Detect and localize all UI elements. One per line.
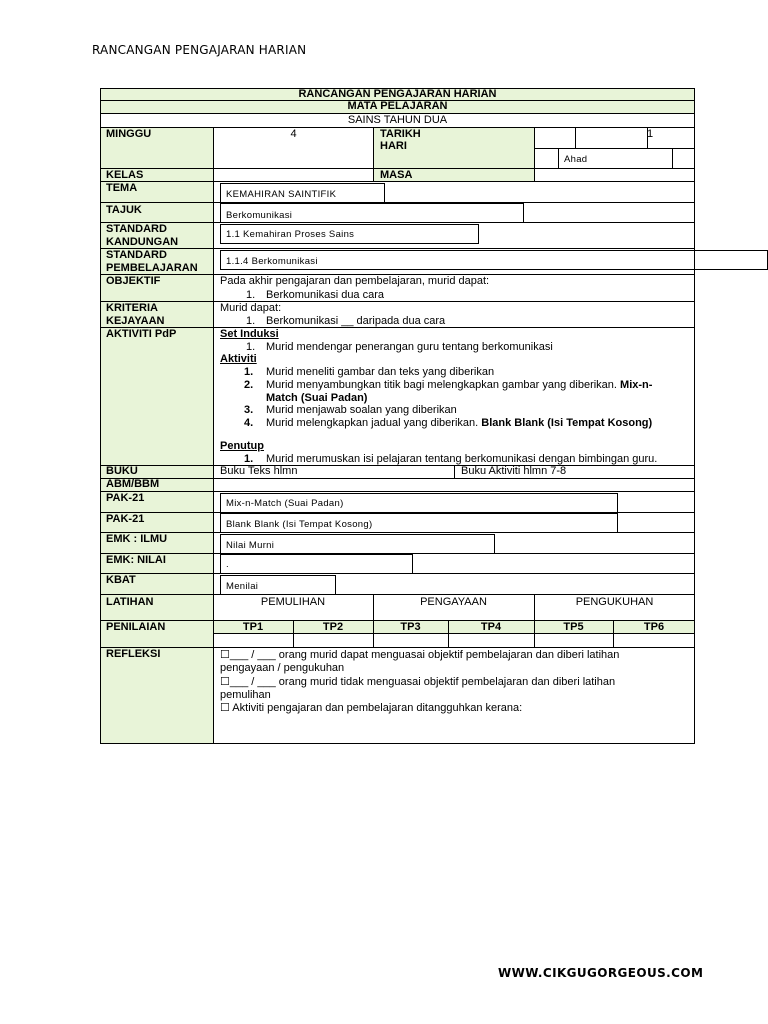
emk-nilai-label: EMK: NILAI (106, 554, 166, 566)
sk-label-2: KANDUNGAN (106, 236, 179, 248)
aktiviti-item-2 (266, 379, 652, 392)
aktiviti-item-3: Murid menjawab soalan yang diberikan (266, 404, 457, 416)
sp-label-2: PEMBELAJARAN (106, 262, 198, 274)
tarikh-value[interactable]: 1 (647, 128, 654, 140)
set-induksi-num: 1. (246, 341, 256, 353)
objektif-intro: Pada akhir pengajaran dan pembelajaran, murid dapat: (220, 275, 490, 287)
sk-label-1: STANDARD (106, 223, 167, 235)
minggu-value[interactable]: 4 (290, 128, 297, 140)
tarikh-cell-b[interactable] (575, 127, 648, 149)
pak21-label-2: PAK-21 (106, 513, 145, 525)
tarikh-label: TARIKH (380, 128, 421, 140)
pak21-label-1: PAK-21 (106, 492, 145, 504)
tajuk-label: TAJUK (106, 204, 142, 216)
header-title: RANCANGAN PENGAJARAN HARIAN (298, 88, 497, 100)
kk-label-1: KRITERIA (106, 302, 158, 314)
page-title: RANCANGAN PENGAJARAN HARIAN (92, 43, 307, 57)
emk-nilai-field[interactable] (220, 554, 413, 574)
buku-aktiviti[interactable]: Buku Aktiviti hlmn 7-8 (461, 465, 567, 477)
kriteria-intro: Murid dapat: (220, 302, 282, 314)
penutup-num: 1. (244, 453, 254, 465)
kk-label-2: KEJAYAAN (106, 315, 165, 327)
set-induksi-heading: Set Induksi (220, 328, 279, 340)
latihan-pemulihan[interactable]: PEMULIHAN (260, 596, 326, 608)
refleksi-line-3[interactable]: ☐ Aktiviti pengajaran dan pembelajaran ditangguhkan kerana: (220, 702, 523, 714)
tajuk-value[interactable]: Berkomunikasi (226, 210, 293, 221)
aktiviti-label: AKTIVITI PdP (106, 328, 177, 340)
abm-label: ABM/BBM (106, 478, 160, 490)
penilaian-tp6[interactable]: TP6 (643, 621, 665, 633)
masa-label: MASA (380, 169, 413, 181)
kelas-label: KELAS (106, 169, 144, 181)
penilaian-tp1[interactable]: TP1 (242, 621, 264, 633)
emk-ilmu-value[interactable]: Nilai Murni (226, 540, 275, 551)
pak21-value-2[interactable]: Blank Blank (Isi Tempat Kosong) (226, 519, 373, 530)
tarikh-cell-a[interactable] (534, 127, 576, 149)
aktiviti-item-3-num: 3. (244, 404, 254, 416)
hari-label: HARI (380, 140, 407, 152)
refleksi-line-1[interactable]: ☐___ / ___ orang murid dapat menguasai objektif pembelajaran dan diberi latihan (220, 649, 620, 661)
kbat-label: KBAT (106, 574, 136, 586)
kriteria-num: 1. (246, 315, 256, 327)
penutup-item: Murid merumuskan isi pelajaran tentang berkomunikasi dengan bimbingan guru. (266, 453, 658, 465)
refleksi-line-2[interactable]: ☐___ / ___ orang murid tidak menguasai objektif pembelajaran dan diberi latihan (220, 676, 616, 688)
aktiviti-item-2-num: 2. (244, 379, 254, 391)
tema-value[interactable]: KEMAHIRAN SAINTIFIK (226, 189, 337, 200)
objektif-label: OBJEKTIF (106, 275, 161, 287)
set-induksi-item: Murid mendengar penerangan guru tentang berkomunikasi (266, 341, 553, 353)
sp-label-1: STANDARD (106, 249, 167, 261)
standard-pembelajaran-value[interactable]: 1.1.4 Berkomunikasi (226, 256, 318, 267)
objektif-num: 1. (246, 289, 256, 301)
subject-name: SAINS TAHUN DUA (347, 114, 448, 126)
buku-teks[interactable]: Buku Teks hlmn (220, 465, 298, 477)
emk-nilai-value[interactable]: . (226, 559, 229, 570)
hari-cell-end (672, 148, 695, 169)
penilaian-tp5[interactable]: TP5 (563, 621, 584, 633)
penilaian-tp4[interactable]: TP4 (480, 621, 502, 633)
penutup-heading: Penutup (220, 440, 264, 452)
footer-url[interactable]: WWW.CIKGUGORGEOUS.COM (498, 966, 704, 980)
penilaian-tp3[interactable]: TP3 (400, 621, 421, 633)
subject-label: MATA PELAJARAN (347, 100, 448, 112)
kbat-value[interactable]: Menilai (226, 581, 259, 592)
aktiviti-item-4 (266, 417, 652, 430)
aktiviti-item-4-text: Murid melengkapkan jadual yang diberikan. (266, 417, 479, 429)
aktiviti-item-2-bold-cont: Match (Suai Padan) (266, 392, 368, 404)
emk-ilmu-label: EMK : ILMU (106, 533, 168, 545)
penilaian-tp2[interactable]: TP2 (322, 621, 344, 633)
aktiviti-item-4-num: 4. (244, 417, 254, 429)
refleksi-line-1-cont: pengayaan / pengukuhan (220, 662, 345, 674)
objektif-item: Berkomunikasi dua cara (266, 289, 385, 301)
kriteria-item: Berkomunikasi __ daripada dua cara (266, 315, 446, 327)
standard-kandungan-value[interactable]: 1.1 Kemahiran Proses Sains (226, 229, 355, 240)
hari-value[interactable]: Ahad (564, 154, 588, 165)
pak21-value-1[interactable]: Mix-n-Match (Suai Padan) (226, 498, 344, 509)
buku-label: BUKU (106, 465, 138, 477)
aktiviti-heading: Aktiviti (220, 353, 257, 365)
latihan-pengukuhan[interactable]: PENGUKUHAN (575, 596, 654, 608)
latihan-pengayaan[interactable]: PENGAYAAN (420, 596, 487, 608)
aktiviti-item-2-bold: Mix-n- (620, 379, 653, 391)
latihan-label: LATIHAN (106, 596, 154, 608)
refleksi-line-2-cont: pemulihan (220, 689, 271, 701)
aktiviti-item-1-num: 1. (244, 366, 254, 378)
aktiviti-item-2-text: Murid menyambungkan titik bagi melengkapkan gambar yang diberikan. (266, 379, 617, 391)
aktiviti-item-1: Murid meneliti gambar dan teks yang diberikan (266, 366, 495, 378)
refleksi-label: REFLEKSI (106, 648, 161, 660)
penilaian-label: PENILAIAN (106, 621, 166, 633)
tema-label: TEMA (106, 182, 138, 194)
aktiviti-item-4-bold: Blank Blank (Isi Tempat Kosong) (481, 417, 653, 429)
minggu-label: MINGGU (106, 128, 152, 140)
